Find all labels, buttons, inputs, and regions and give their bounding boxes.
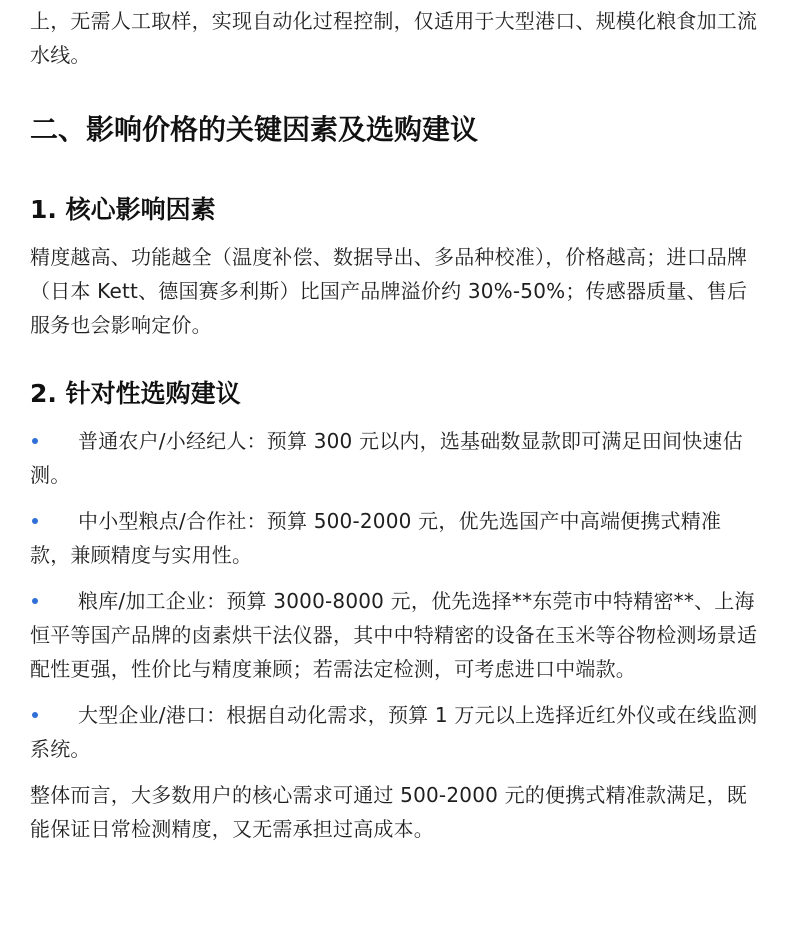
bullet-icon — [32, 598, 38, 604]
section-heading-price-factors: 二、影响价格的关键因素及选购建议 — [30, 113, 479, 146]
subheading-buying-advice: 2. 针对性选购建议 — [30, 379, 241, 408]
list-item-text: 中小型粮点/合作社：预算 500-2000 元，优先选国产中高端便携式精准款，兼顾精度与实用性。 — [30, 509, 722, 567]
list-item — [30, 424, 761, 492]
buying-advice-list — [30, 424, 761, 766]
intro-paragraph-tail: 上，无需人工取样，实现自动化过程控制，仅适用于大型港口、规模化粮食加工流水线。 — [30, 9, 758, 67]
list-item-text: 粮库/加工企业：预算 3000-8000 元，优先选择**东莞市中特精密**、上海恒平等国产品牌的卤素烘干法仪器，其中中特精密的设备在玉米等谷物检测场景适配性更强，性价比与精度兼顾；若需法定检测，可考虑进口中端款。 — [30, 589, 758, 681]
list-item — [30, 504, 761, 572]
list-item-text: 普通农户/小经纪人：预算 300 元以内，选基础数显款即可满足田间快速估测。 — [30, 429, 743, 487]
summary-paragraph: 整体而言，大多数用户的核心需求可通过 500-2000 元的便携式精准款满足，既能保证日常检测精度，又无需承担过高成本。 — [30, 783, 748, 841]
bullet-icon — [32, 712, 38, 718]
list-item — [30, 698, 761, 766]
subheading-core-factors: 1. 核心影响因素 — [30, 195, 216, 224]
core-factors-paragraph: 精度越高、功能越全（温度补偿、数据导出、多品种校准），价格越高；进口品牌（日本 Kett、德国赛多利斯）比国产品牌溢价约 30%-50%；传感器质量、售后服务也会影响定价。 — [30, 245, 748, 337]
list-item — [30, 584, 761, 686]
bullet-icon — [32, 518, 38, 524]
list-item-text: 大型企业/港口：根据自动化需求，预算 1 万元以上选择近红外仪或在线监测系统。 — [30, 703, 758, 761]
bullet-icon — [32, 438, 38, 444]
